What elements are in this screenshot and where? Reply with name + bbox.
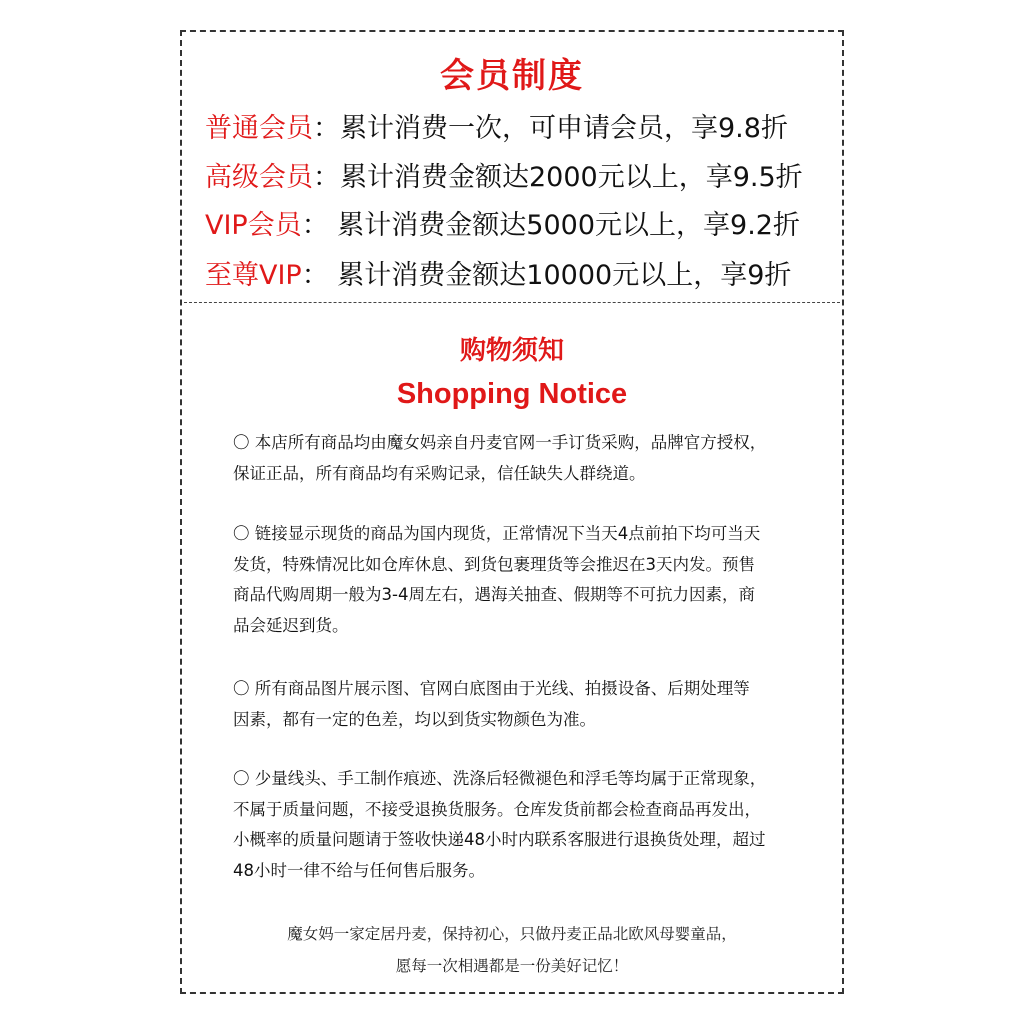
- member-level-desc: ：累计消费金额达2000元以上，享9.5折: [313, 162, 803, 193]
- notice-item-authenticity: 〇 本店所有商品均由魔女妈亲自丹麦官网一手订货采购，品牌官方授权， 保证正品，所有商品均有采购记录，信任缺失人群绕道。: [233, 433, 767, 483]
- notice-item-shipping: 〇 链接显示现货的商品为国内现货，正常情况下当天4点前拍下均可当天 发货，特殊情况比如仓库休息、到货包裹理货等会推迟在3天内发。预售 商品代购周期一般为3-4周左右，遇海关抽查、假期等不可抗力因素，商 品会延迟到货。: [233, 524, 761, 635]
- member-row-vip: [205, 203, 800, 242]
- notice-item-returns: 〇 少量线头、手工制作痕迹、洗涤后轻微褪色和浮毛等均属于正常现象， 不属于质量问题，不接受退换货服务。仓库发货前都会检查商品再发出， 小概率的质量问题请于签收快递48小时内联系客服进行退换货处理，超过 48小时一律不给与任何售后服务。: [233, 769, 767, 880]
- member-level-desc: ：累计消费一次，可申请会员，享9.8折: [313, 113, 788, 144]
- member-row-regular: [205, 106, 788, 145]
- member-row-supreme-vip: [205, 253, 791, 292]
- footer-line-2: 愿每一次相遇都是一份美好记忆！: [395, 957, 629, 975]
- section-divider: [184, 302, 840, 303]
- notice-title-cn: 购物须知: [459, 336, 564, 366]
- member-level-desc: ： 累计消费金额达5000元以上，享9.2折: [301, 210, 800, 241]
- notice-item-color-difference: 〇 所有商品图片展示图、官网白底图由于光线、拍摄设备、后期处理等 因素，都有一定的色差，均以到货实物颜色为准。: [233, 679, 750, 729]
- member-level-label: VIP会员: [205, 210, 302, 241]
- member-row-senior: [205, 155, 803, 194]
- notice-title-en: Shopping Notice: [396, 378, 628, 410]
- footer-line-1: 魔女妈一家定居丹麦，保持初心，只做丹麦正品北欧风母婴童品，: [287, 925, 737, 943]
- member-level-label: 普通会员: [205, 113, 313, 144]
- member-level-label: 高级会员: [205, 162, 313, 193]
- member-level-label: 至尊VIP: [205, 260, 302, 291]
- membership-title: 会员制度: [440, 56, 584, 96]
- member-level-desc: ： 累计消费金额达10000元以上，享9折: [301, 260, 792, 291]
